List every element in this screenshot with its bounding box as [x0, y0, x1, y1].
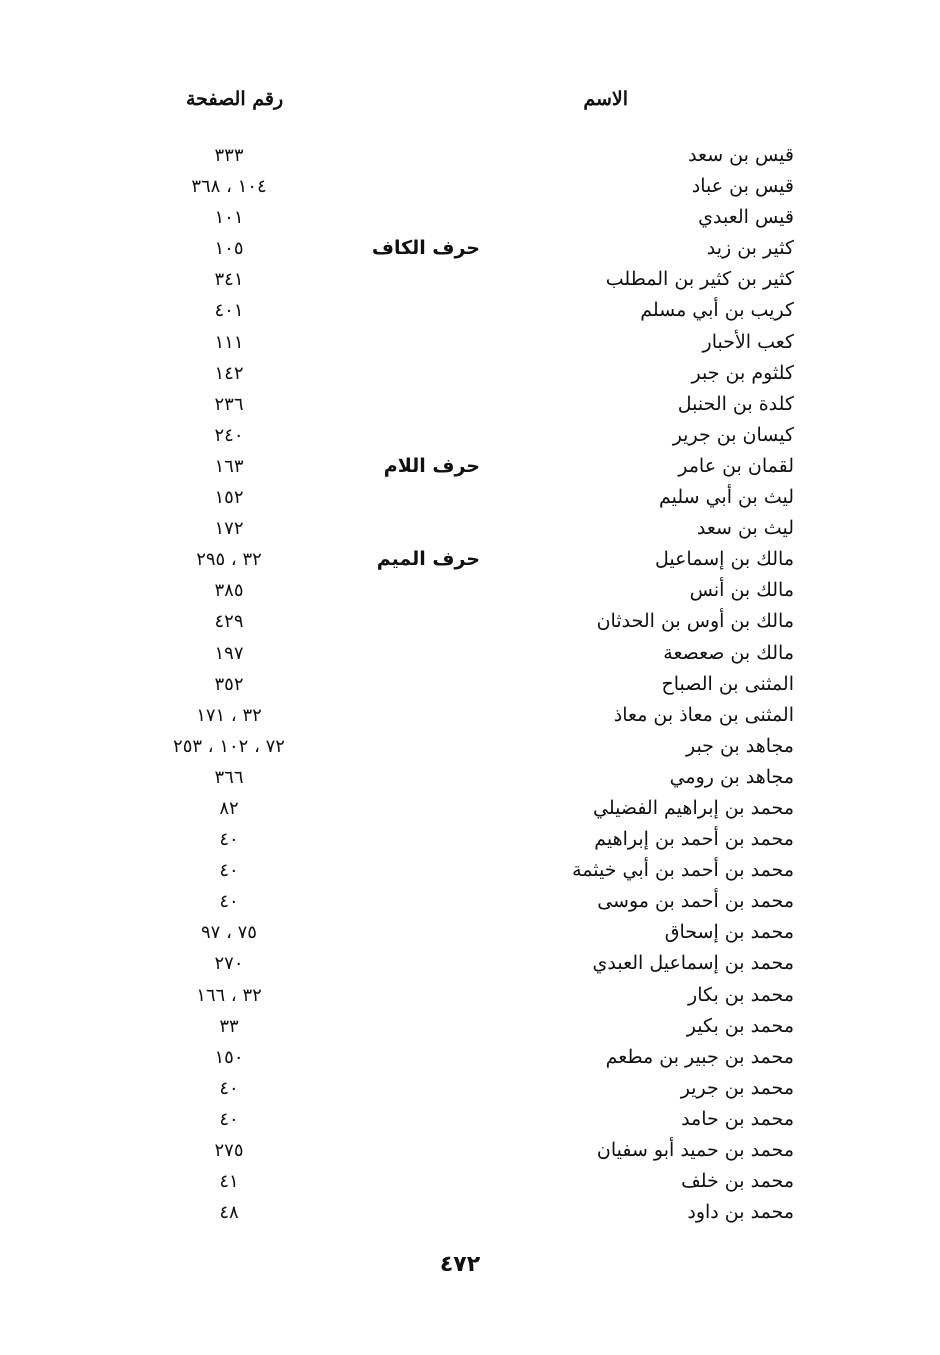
index-row	[0, 886, 940, 917]
index-entries	[0, 140, 940, 1228]
index-row	[0, 295, 940, 326]
entry-page-numbers: ٣٢ ، ١٧١	[196, 704, 262, 726]
entry-name: محمد بن إسحاق	[664, 921, 794, 944]
index-row	[0, 389, 940, 420]
entry-page-numbers: ٤٠	[219, 891, 239, 913]
entry-page-numbers: ٤٠	[219, 829, 239, 851]
entry-name: كريب بن أبي مسلم	[640, 299, 794, 322]
name-column-header: الاسم	[583, 88, 628, 110]
entry-name: محمد بن إسماعيل العبدي	[592, 952, 794, 975]
index-row	[0, 1011, 940, 1042]
entry-name: مالك بن أوس بن الحدثان	[596, 610, 794, 633]
entry-page-numbers: ٤٠١	[214, 300, 244, 322]
entry-page-numbers: ٤٢٩	[214, 611, 244, 633]
index-row	[0, 980, 940, 1011]
entry-name: محمد بن بكار	[688, 983, 794, 1006]
entry-page-numbers: ٣٤١	[214, 269, 244, 291]
index-row	[0, 513, 940, 544]
entry-name: المثنى بن معاذ بن معاذ	[613, 703, 794, 726]
index-row	[0, 327, 940, 358]
index-row	[0, 575, 940, 606]
index-row	[0, 140, 940, 171]
entry-name: مجاهد بن جبر	[685, 734, 794, 757]
entry-page-numbers: ٨٢	[219, 797, 239, 819]
entry-page-numbers: ٤٠	[219, 1108, 239, 1130]
index-row	[0, 1135, 940, 1166]
index-row	[0, 1042, 940, 1073]
section-heading: حرف الميم	[376, 548, 480, 571]
index-row	[0, 1073, 940, 1104]
entry-name: كيسان بن جرير	[672, 423, 794, 446]
entry-page-numbers: ١٥٢	[214, 487, 244, 509]
entry-name: قيس العبدي	[698, 206, 794, 229]
index-row	[0, 1166, 940, 1197]
section-heading: حرف الكاف	[371, 237, 480, 260]
entry-name: كلدة بن الحنبل	[677, 392, 794, 415]
entry-page-numbers: ٢٣٦	[214, 393, 244, 415]
index-row	[0, 420, 940, 451]
index-row	[0, 762, 940, 793]
index-row	[0, 544, 940, 575]
entry-name: كلثوم بن جبر	[691, 361, 794, 384]
entry-name: محمد بن أحمد بن أبي خيثمة	[572, 859, 794, 882]
entry-name: كثير بن كثير بن المطلب	[605, 268, 794, 291]
entry-name: مالك بن صعصعة	[663, 641, 794, 664]
entry-name: محمد بن إبراهيم الفضيلي	[592, 796, 794, 819]
entry-name: محمد بن داود	[687, 1201, 794, 1224]
entry-page-numbers: ٤٨	[219, 1202, 239, 1224]
entry-page-numbers: ٣٣	[219, 1015, 239, 1037]
index-row	[0, 358, 940, 389]
entry-name: قيس بن سعد	[688, 144, 794, 166]
entry-page-numbers: ١٧٢	[214, 518, 244, 540]
index-row	[0, 669, 940, 700]
entry-page-numbers: ٣٦٦	[214, 766, 244, 788]
page-column-header: رقم الصفحة	[186, 88, 284, 110]
index-row	[0, 1197, 940, 1228]
entry-name: مجاهد بن رومي	[669, 765, 794, 788]
entry-name: محمد بن خلف	[681, 1170, 794, 1193]
entry-page-numbers: ١١١	[214, 331, 244, 353]
index-row	[0, 731, 940, 762]
entry-name: محمد بن جبير بن مطعم	[605, 1045, 794, 1068]
index-row	[0, 451, 940, 482]
index-row	[0, 793, 940, 824]
entry-page-numbers: ٤٠	[219, 1077, 239, 1099]
entry-page-numbers: ١٤٢	[214, 362, 244, 384]
entry-page-numbers: ٤٠	[219, 860, 239, 882]
entry-name: كعب الأحبار	[702, 330, 794, 353]
page-number: ٤٧٢	[439, 1252, 481, 1277]
section-heading: حرف اللام	[383, 454, 480, 477]
entry-name: كثير بن زيد	[706, 237, 794, 260]
index-row	[0, 264, 940, 295]
entry-name: محمد بن أحمد بن موسى	[597, 890, 794, 913]
entry-name: مالك بن إسماعيل	[654, 548, 794, 571]
entry-name: ليث بن أبي سليم	[658, 486, 794, 509]
entry-page-numbers: ٧٢ ، ١٠٢ ، ٢٥٣	[173, 735, 285, 757]
entry-page-numbers: ٢٧٠	[214, 953, 244, 975]
entry-page-numbers: ١٩٧	[214, 642, 244, 664]
index-row	[0, 948, 940, 979]
entry-page-numbers: ٢٧٥	[214, 1140, 244, 1161]
entry-name: محمد بن حامد	[681, 1107, 794, 1130]
entry-page-numbers: ١٠٥	[214, 238, 244, 260]
entry-name: قيس بن عباد	[691, 175, 794, 198]
index-row	[0, 233, 940, 264]
index-row	[0, 855, 940, 886]
entry-page-numbers: ٣٥٢	[214, 673, 244, 695]
entry-name: محمد بن أحمد بن إبراهيم	[594, 828, 794, 851]
entry-name: محمد بن حميد أبو سفيان	[596, 1139, 794, 1161]
entry-page-numbers: ١٥٠	[214, 1046, 244, 1068]
entry-page-numbers: ٣٢ ، ٢٩٥	[196, 549, 262, 571]
entry-page-numbers: ١٠١	[214, 207, 244, 229]
entry-name: ليث بن سعد	[696, 517, 794, 540]
index-row	[0, 917, 940, 948]
entry-name: محمد بن بكير	[686, 1014, 794, 1037]
entry-page-numbers: ٣٨٥	[214, 580, 244, 602]
index-row	[0, 1104, 940, 1135]
index-row	[0, 700, 940, 731]
entry-page-numbers: ٣٣٣	[214, 145, 244, 166]
entry-page-numbers: ٧٥ ، ٩٧	[201, 922, 257, 944]
entry-page-numbers: ٢٤٠	[214, 424, 244, 446]
index-row	[0, 606, 940, 637]
entry-name: مالك بن أنس	[689, 579, 794, 602]
entry-page-numbers: ٣٢ ، ١٦٦	[196, 984, 262, 1006]
entry-page-numbers: ٤١	[219, 1171, 239, 1193]
entry-page-numbers: ١٦٣	[214, 455, 244, 477]
index-row	[0, 202, 940, 233]
entry-name: لقمان بن عامر	[678, 454, 794, 477]
index-row	[0, 638, 940, 669]
entry-name: محمد بن جرير	[680, 1076, 794, 1099]
entry-page-numbers: ١٠٤ ، ٣٦٨	[191, 176, 267, 198]
entry-name: المثنى بن الصباح	[661, 672, 794, 695]
index-row	[0, 171, 940, 202]
index-row	[0, 824, 940, 855]
index-row	[0, 482, 940, 513]
